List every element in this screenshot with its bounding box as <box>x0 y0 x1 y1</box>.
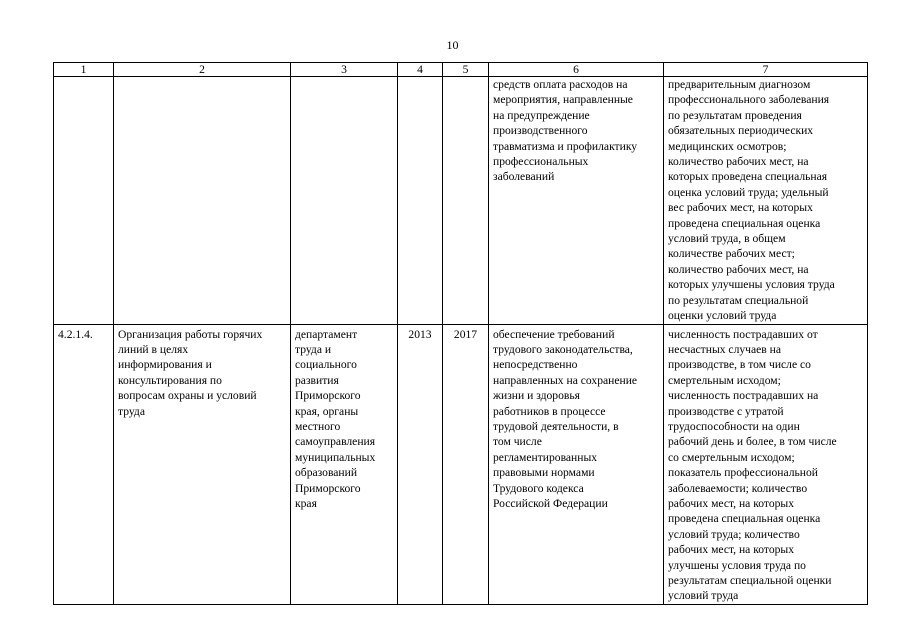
column-header-1: 1 <box>54 63 114 77</box>
table-row <box>54 324 868 604</box>
cell-end-year: 2017 <box>443 324 489 604</box>
table-row <box>54 77 868 325</box>
cell-indicators: численность пострадавших от несчастных случаев на производстве, в том числе со смертельным исходом; численность пострадавших на производстве с утратой трудоспособности на один рабочий день и более, в том числе со смертельным исходом; показатель профессиональной заболеваемости; количество рабочих мест, на которых проведена специальная оценка условий труда; количество рабочих мест, на которых улучшены условия труда по результатам специальной оценки условий труда <box>664 324 868 604</box>
cell-expected-result: средств оплата расходов на мероприятия, направленные на предупреждение производственного травматизма и профилактику профессиональных заболеваний <box>489 77 664 325</box>
column-number-row <box>54 63 868 77</box>
column-header-2: 2 <box>114 63 291 77</box>
cell-end-year <box>443 77 489 325</box>
cell-expected-result: обеспечение требований трудового законодательства, непосредственно направленных на сохранение жизни и здоровья работников в процессе трудовой деятельности, в том числе регламентированных правовыми нормами Трудового кодекса Российской Федерации <box>489 324 664 604</box>
page-number: 10 <box>446 38 459 52</box>
column-header-6: 6 <box>489 63 664 77</box>
cell-number <box>54 77 114 325</box>
cell-activity: Организация работы горячих линий в целях информирования и консультирования по вопросам охраны и условий труда <box>114 324 291 604</box>
cell-indicators: предварительным диагнозом профессионального заболевания по результатам проведения обязательных периодических медицинских осмотров; количество рабочих мест, на которых проведена специальная оценка условий труда; удельный вес рабочих мест, на которых проведена специальная оценка условий труда, в общем количестве рабочих мест; количество рабочих мест, на которых улучшены условия труда по результатам специальной оценки условий труда <box>664 77 868 325</box>
cell-executor <box>291 77 398 325</box>
column-header-3: 3 <box>291 63 398 77</box>
column-header-7: 7 <box>664 63 868 77</box>
cell-start-year: 2013 <box>398 324 443 604</box>
program-table <box>53 62 868 605</box>
column-header-4: 4 <box>398 63 443 77</box>
cell-number: 4.2.1.4. <box>54 324 114 604</box>
column-header-5: 5 <box>443 63 489 77</box>
cell-executor: департамент труда и социального развития Приморского края, органы местного самоуправления муниципальных образований Приморского края <box>291 324 398 604</box>
cell-start-year <box>398 77 443 325</box>
cell-activity <box>114 77 291 325</box>
